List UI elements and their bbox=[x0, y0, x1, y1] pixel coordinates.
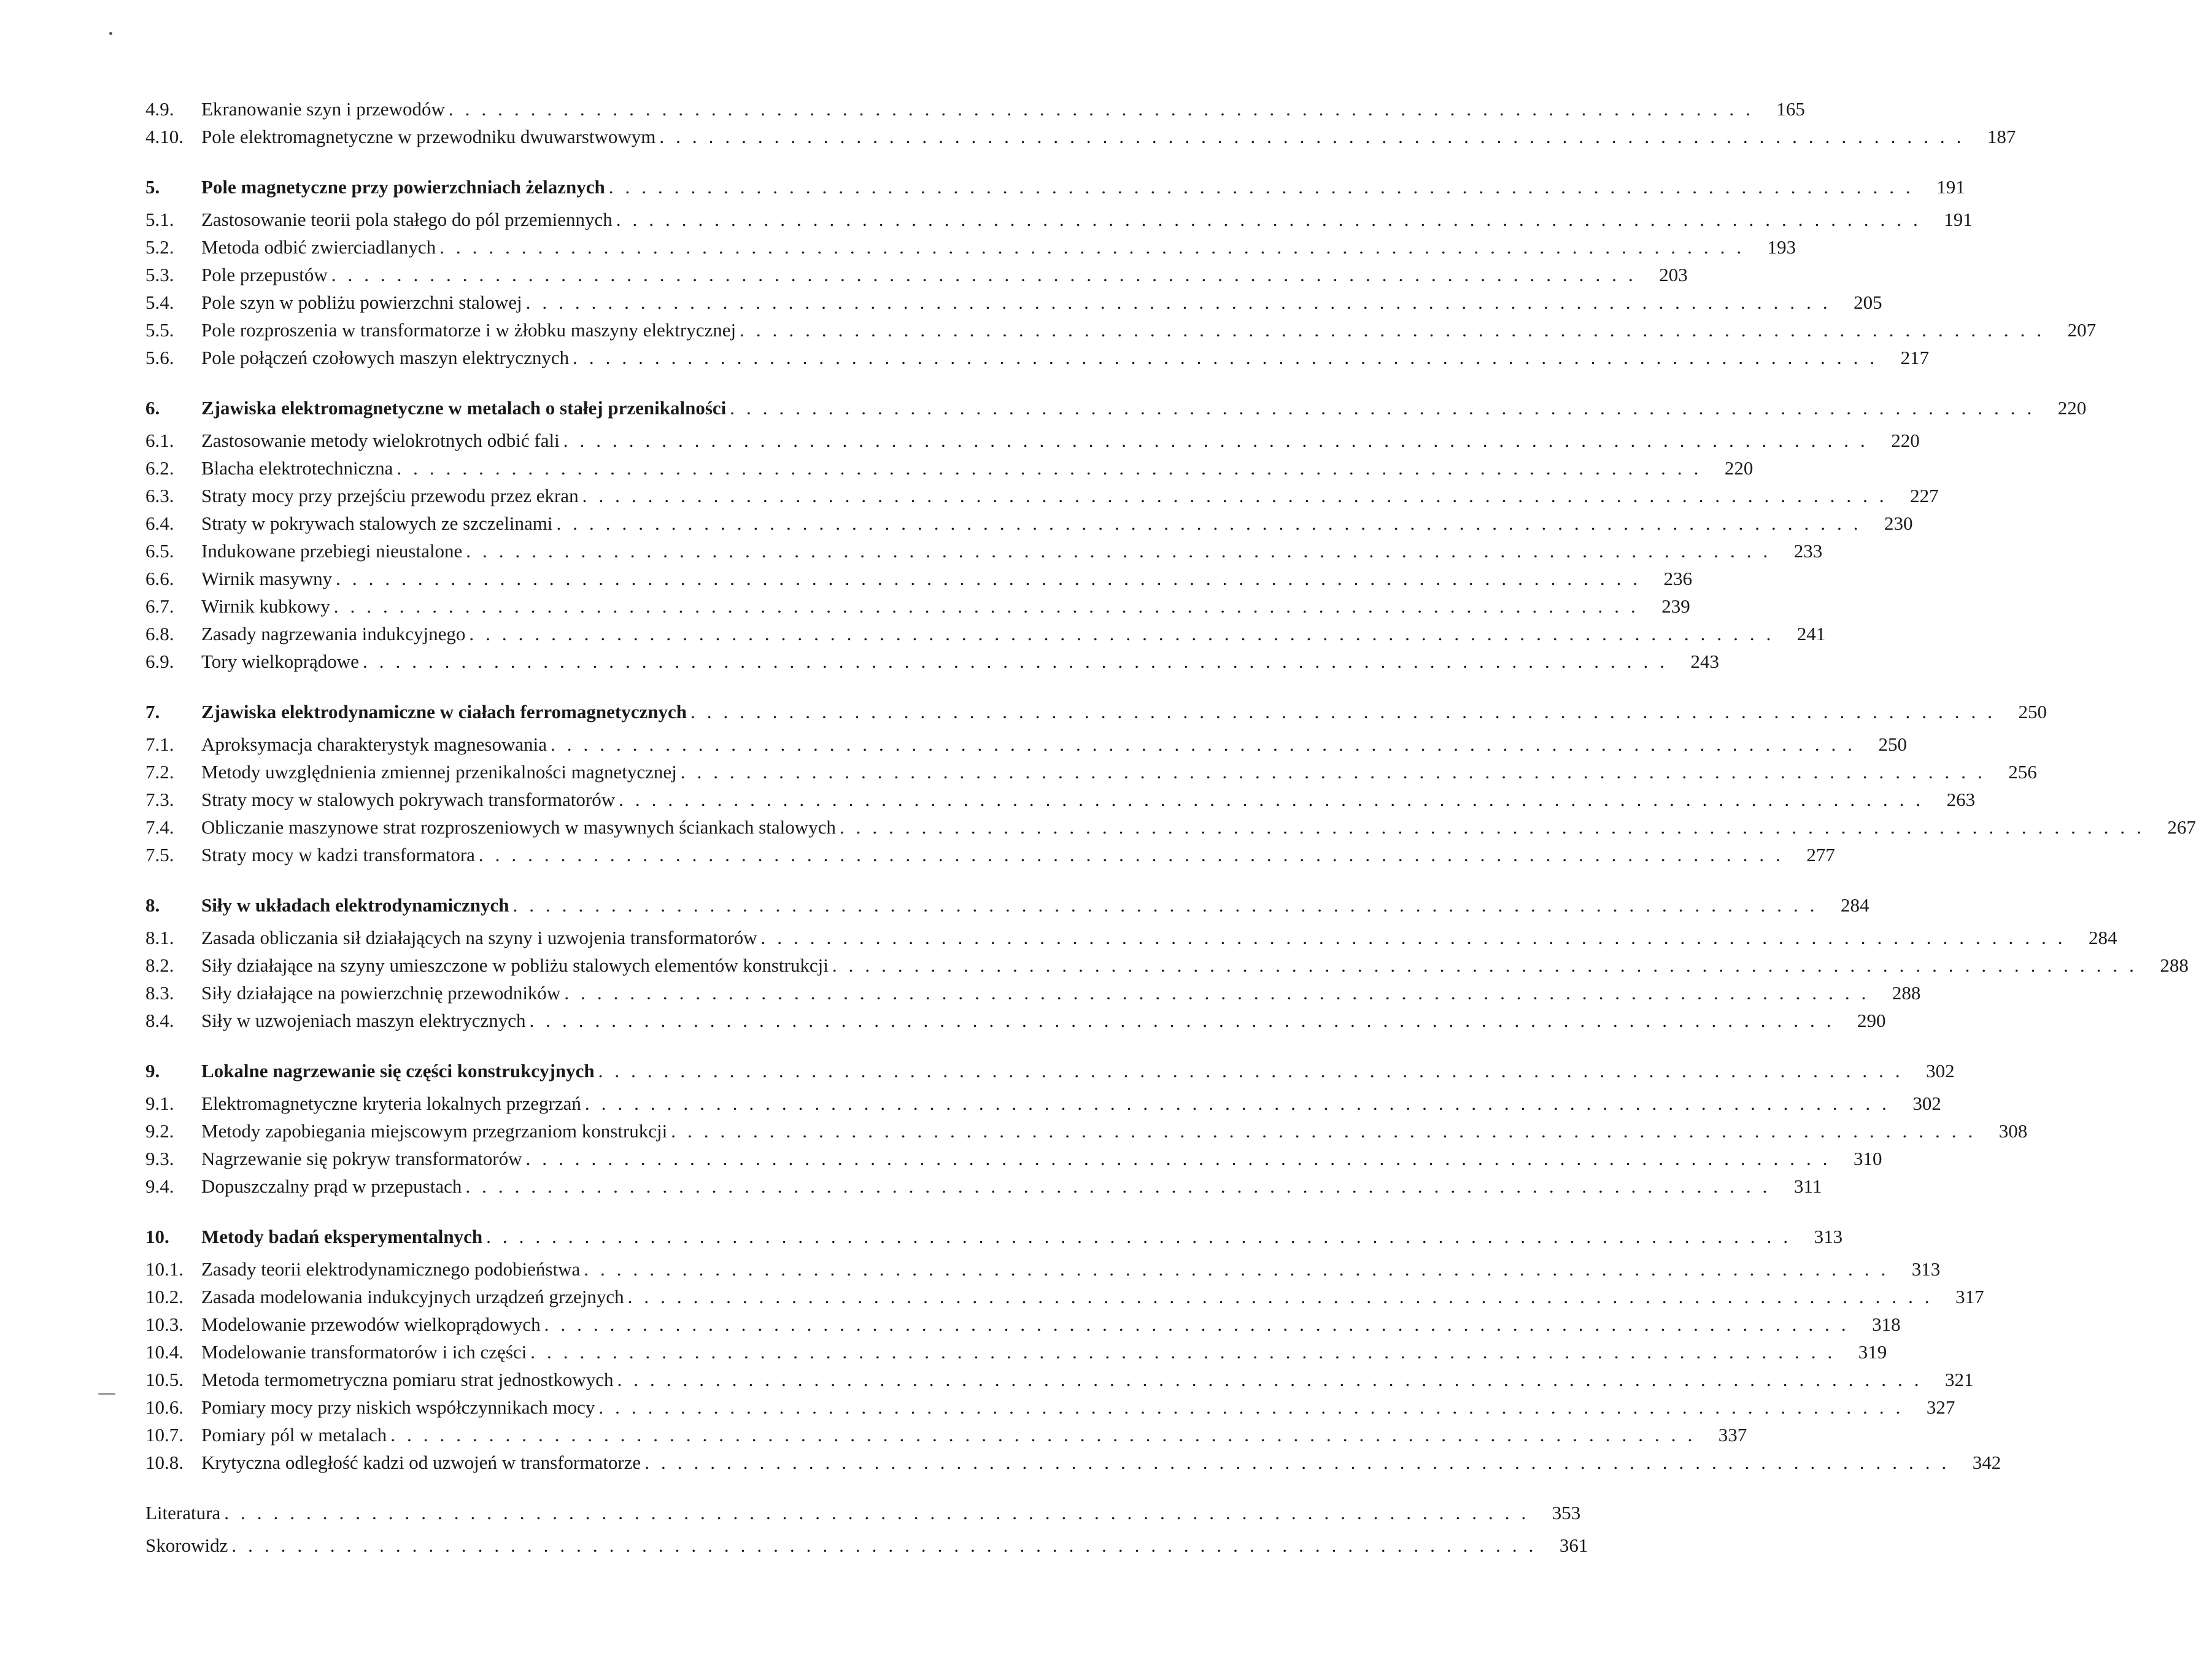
dot-leader: ................................................................................ bbox=[617, 1369, 1931, 1390]
entry-title: Aproksymacja charakterystyk magnesowania bbox=[201, 734, 547, 755]
entry-number: 6.1. bbox=[145, 430, 174, 451]
dot-leader: ................................................................................ bbox=[564, 982, 1878, 1004]
toc-entry bbox=[145, 206, 1973, 233]
dot-leader: ................................................................................ bbox=[563, 430, 1877, 451]
dot-leader: ................................................................................ bbox=[362, 651, 1676, 672]
toc-entry bbox=[145, 95, 1805, 123]
toc-entry bbox=[145, 565, 1693, 592]
entry-title: Zjawiska elektromagnetyczne w metalach o stałej przenikalności bbox=[201, 397, 727, 419]
entry-page-number: 302 bbox=[1926, 1060, 1955, 1082]
dot-leader: ................................................................................ bbox=[832, 954, 2146, 976]
toc-entry bbox=[145, 123, 2016, 150]
entry-page-number: 342 bbox=[1972, 1452, 2001, 1473]
entry-number: 8.1. bbox=[145, 927, 174, 948]
entry-page-number: 308 bbox=[1998, 1120, 2028, 1142]
toc-entry bbox=[145, 841, 1835, 869]
entry-title: Pole elektromagnetyczne w przewodniku dwuwarstwowym bbox=[201, 126, 656, 147]
entry-title: Metoda termometryczna pomiaru strat jednostkowych bbox=[201, 1369, 614, 1390]
entry-number: 7.2. bbox=[145, 761, 174, 783]
entry-page-number: 284 bbox=[1841, 894, 1869, 916]
entry-number: 6.4. bbox=[145, 513, 174, 534]
entry-page-number: 313 bbox=[1911, 1258, 1941, 1280]
entry-title: Zasady nagrzewania indukcyjnego bbox=[201, 623, 466, 645]
entry-page-number: 227 bbox=[1910, 485, 1939, 506]
entry-title: Siły w uzwojeniach maszyn elektrycznych bbox=[201, 1010, 526, 1031]
dot-leader: ................................................................................ bbox=[573, 347, 1887, 368]
entry-title: Krytyczna odległość kadzi od uzwojeń w transformatorze bbox=[201, 1452, 641, 1473]
entry-page-number: 327 bbox=[1926, 1396, 1955, 1418]
toc-entry bbox=[145, 1393, 1955, 1421]
entry-page-number: 239 bbox=[1661, 595, 1690, 617]
entry-title: Zastosowanie metody wielokrotnych odbić fali bbox=[201, 430, 560, 451]
entry-number: 10.1. bbox=[145, 1258, 184, 1280]
entry-title: Metody badań eksperymentalnych bbox=[201, 1226, 483, 1247]
entry-title: Zastosowanie teorii pola stałego do pól przemiennych bbox=[201, 209, 613, 230]
entry-page-number: 284 bbox=[2089, 927, 2117, 948]
entry-page-number: 361 bbox=[1559, 1535, 1588, 1556]
entry-page-number: 267 bbox=[2167, 816, 2196, 838]
entry-page-number: 203 bbox=[1659, 264, 1688, 285]
entry-number: 6.8. bbox=[145, 623, 174, 645]
entry-page-number: 288 bbox=[1892, 982, 1921, 1004]
entry-title: Tory wielkoprądowe bbox=[201, 651, 359, 672]
entry-page-number: 277 bbox=[1806, 844, 1835, 865]
dot-leader: ................................................................................ bbox=[529, 1010, 1843, 1031]
entry-title: Pomiary pól w metalach bbox=[201, 1424, 387, 1446]
entry-number: 6.5. bbox=[145, 540, 174, 562]
dot-leader: ................................................................................ bbox=[740, 319, 2054, 341]
entry-number: 6. bbox=[145, 397, 160, 419]
toc-entry bbox=[145, 1090, 1941, 1117]
dot-leader: ................................................................................ bbox=[448, 98, 1762, 120]
dot-leader: ................................................................................ bbox=[530, 1341, 1844, 1363]
entry-number: 6.2. bbox=[145, 457, 174, 479]
toc-entry bbox=[145, 1338, 1887, 1366]
entry-page-number: 217 bbox=[1900, 347, 1930, 368]
entry-number: 10.4. bbox=[145, 1341, 184, 1363]
entry-page-number: 310 bbox=[1854, 1148, 1882, 1169]
dot-leader: ................................................................................ bbox=[396, 457, 1711, 479]
entry-number: 5.4. bbox=[145, 292, 174, 313]
toc-entry bbox=[145, 1421, 1747, 1449]
toc-entry bbox=[145, 648, 1719, 675]
entry-title: Nagrzewanie się pokryw transformatorów bbox=[201, 1148, 522, 1169]
entry-page-number: 193 bbox=[1767, 236, 1796, 258]
entry-number: 10.7. bbox=[145, 1424, 184, 1446]
entry-number: 6.7. bbox=[145, 595, 174, 617]
entry-page-number: 241 bbox=[1796, 623, 1826, 645]
dot-leader: ................................................................................ bbox=[525, 1148, 1839, 1169]
entry-number: 7. bbox=[145, 701, 160, 722]
entry-number: 8.4. bbox=[145, 1010, 174, 1031]
entry-page-number: 302 bbox=[1912, 1093, 1941, 1114]
toc-entry bbox=[145, 1117, 2028, 1145]
entry-title: Metoda odbić zwierciadlanych bbox=[201, 236, 436, 258]
entry-number: 7.3. bbox=[145, 789, 174, 810]
entry-title: Literatura bbox=[145, 1502, 221, 1523]
toc-chapter-entry bbox=[145, 394, 2087, 422]
dot-leader: ................................................................................ bbox=[544, 1314, 1858, 1335]
dot-leader: ................................................................................ bbox=[486, 1226, 1800, 1247]
entry-number: 7.4. bbox=[145, 816, 174, 838]
entry-page-number: 288 bbox=[2160, 954, 2189, 976]
entry-number: 6.9. bbox=[145, 651, 174, 672]
entry-title: Elektromagnetyczne kryteria lokalnych przegrzań bbox=[201, 1093, 581, 1114]
entry-title: Zjawiska elektrodynamiczne w ciałach ferromagnetycznych bbox=[201, 701, 687, 722]
entry-page-number: 220 bbox=[2057, 397, 2087, 419]
dot-leader: ................................................................................ bbox=[512, 894, 1827, 916]
dot-leader: ................................................................................ bbox=[619, 789, 1933, 810]
entry-page-number: 243 bbox=[1690, 651, 1719, 672]
entry-page-number: 220 bbox=[1724, 457, 1753, 479]
entry-title: Straty mocy przy przejściu przewodu przez ekran bbox=[201, 485, 579, 506]
toc-entry bbox=[145, 482, 1939, 509]
toc-chapter-entry bbox=[145, 1223, 1843, 1250]
entry-title: Modelowanie przewodów wielkoprądowych bbox=[201, 1314, 541, 1335]
toc-entry bbox=[145, 730, 1907, 758]
toc-entry bbox=[145, 1449, 2001, 1476]
entry-title: Siły działające na szyny umieszczone w pobliżu stalowych elementów konstrukcji bbox=[201, 954, 829, 976]
entry-page-number: 205 bbox=[1854, 292, 1882, 313]
entry-title: Wirnik masywny bbox=[201, 568, 333, 589]
dot-leader: ................................................................................ bbox=[231, 1535, 1545, 1556]
dot-leader: ................................................................................ bbox=[608, 176, 1922, 198]
entry-page-number: 337 bbox=[1718, 1424, 1747, 1446]
entry-number: 6.6. bbox=[145, 568, 174, 589]
entry-title: Skorowidz bbox=[145, 1535, 228, 1556]
toc-entry bbox=[145, 1499, 1581, 1527]
dot-leader: ................................................................................ bbox=[469, 623, 1783, 645]
entry-title: Pole przepustów bbox=[201, 264, 328, 285]
entry-title: Metody zapobiegania miejscowym przegrzaniom konstrukcji bbox=[201, 1120, 668, 1142]
entry-page-number: 250 bbox=[2018, 701, 2047, 722]
toc-entry bbox=[145, 454, 1753, 482]
dot-leader: ................................................................................ bbox=[730, 397, 2044, 419]
entry-number: 5. bbox=[145, 176, 160, 198]
dot-leader: ................................................................................ bbox=[550, 734, 1864, 755]
dot-leader: ................................................................................ bbox=[644, 1452, 1958, 1473]
dot-leader: ................................................................................ bbox=[627, 1286, 1941, 1307]
toc-entry bbox=[145, 537, 1823, 565]
dot-leader: ................................................................................ bbox=[659, 126, 1973, 147]
dot-leader: ................................................................................ bbox=[616, 209, 1930, 230]
toc-chapter-entry bbox=[145, 698, 2047, 726]
dot-leader: ................................................................................ bbox=[690, 701, 2004, 722]
entry-title: Zasady teorii elektrodynamicznego podobieństwa bbox=[201, 1258, 581, 1280]
entry-number: 5.3. bbox=[145, 264, 174, 285]
toc-entry bbox=[145, 509, 1913, 537]
entry-title: Pole szyn w pobliżu powierzchni stalowej bbox=[201, 292, 522, 313]
toc-entry bbox=[145, 1531, 1588, 1559]
entry-page-number: 233 bbox=[1793, 540, 1823, 562]
dot-leader: ................................................................................ bbox=[466, 540, 1780, 562]
toc-entry bbox=[145, 620, 1826, 648]
dot-leader: ................................................................................ bbox=[598, 1060, 1912, 1082]
entry-title: Metody uwzględnienia zmiennej przenikalności magnetycznej bbox=[201, 761, 677, 783]
entry-number: 10.5. bbox=[145, 1369, 184, 1390]
toc-chapter-entry bbox=[145, 1057, 1955, 1085]
dot-leader: ................................................................................ bbox=[478, 844, 1792, 865]
dot-leader: ................................................................................ bbox=[584, 1258, 1898, 1280]
toc-chapter-entry bbox=[145, 891, 1869, 919]
toc-entry bbox=[145, 1007, 1886, 1034]
entry-number: 10.6. bbox=[145, 1396, 184, 1418]
entry-number: 5.6. bbox=[145, 347, 174, 368]
entry-title: Wirnik kubkowy bbox=[201, 595, 330, 617]
entry-title: Obliczanie maszynowe strat rozproszeniowych w masywnych ściankach stalowych bbox=[201, 816, 836, 838]
entry-page-number: 256 bbox=[2008, 761, 2037, 783]
entry-number: 4.10. bbox=[145, 126, 184, 147]
scan-mark bbox=[98, 1393, 115, 1395]
dot-leader: ................................................................................ bbox=[390, 1424, 1704, 1446]
entry-title: Indukowane przebiegi nieustalone bbox=[201, 540, 463, 562]
entry-number: 7.5. bbox=[145, 844, 174, 865]
entry-title: Zasada obliczania sił działających na szyny i uzwojenia transformatorów bbox=[201, 927, 757, 948]
entry-page-number: 317 bbox=[1955, 1286, 1984, 1307]
entry-number: 9.2. bbox=[145, 1120, 174, 1142]
dot-leader: ................................................................................ bbox=[584, 1093, 1898, 1114]
dot-leader: ................................................................................ bbox=[465, 1175, 1779, 1197]
toc-entry bbox=[145, 261, 1688, 288]
entry-title: Dopuszczalny prąd w przepustach bbox=[201, 1175, 462, 1197]
entry-page-number: 207 bbox=[2067, 319, 2097, 341]
toc-entry bbox=[145, 316, 2097, 344]
dot-leader: ................................................................................ bbox=[224, 1502, 1538, 1523]
toc-entry bbox=[145, 344, 1930, 371]
entry-title: Straty mocy w kadzi transformatora bbox=[201, 844, 475, 865]
entry-title: Zasada modelowania indukcyjnych urządzeń grzejnych bbox=[201, 1286, 624, 1307]
entry-number: 8. bbox=[145, 894, 160, 916]
toc-entry bbox=[145, 813, 2196, 841]
entry-page-number: 263 bbox=[1946, 789, 1976, 810]
entry-title: Pole rozproszenia w transformatorze i w żłobku maszyny elektrycznej bbox=[201, 319, 737, 341]
dot-leader: ................................................................................ bbox=[671, 1120, 1985, 1142]
toc-entry bbox=[145, 1255, 1941, 1283]
entry-number: 10.8. bbox=[145, 1452, 184, 1473]
entry-number: 9.1. bbox=[145, 1093, 174, 1114]
entry-page-number: 191 bbox=[1936, 176, 1965, 198]
toc-entry bbox=[145, 233, 1796, 261]
entry-number: 9.4. bbox=[145, 1175, 174, 1197]
entry-title: Straty mocy w stalowych pokrywach transformatorów bbox=[201, 789, 616, 810]
entry-title: Siły działające na powierzchnię przewodników bbox=[201, 982, 561, 1004]
dot-leader: ................................................................................ bbox=[525, 292, 1839, 313]
entry-number: 5.1. bbox=[145, 209, 174, 230]
entry-number: 10.2. bbox=[145, 1286, 184, 1307]
toc-entry bbox=[145, 979, 1921, 1007]
entry-title: Modelowanie transformatorów i ich części bbox=[201, 1341, 527, 1363]
dot-leader: ................................................................................ bbox=[760, 927, 2074, 948]
entry-page-number: 319 bbox=[1858, 1341, 1887, 1363]
entry-number: 10. bbox=[145, 1226, 169, 1247]
entry-page-number: 311 bbox=[1794, 1175, 1822, 1197]
dot-leader: ................................................................................ bbox=[582, 485, 1896, 506]
entry-page-number: 191 bbox=[1944, 209, 1973, 230]
toc-entry bbox=[145, 1283, 1984, 1310]
entry-number: 8.3. bbox=[145, 982, 174, 1004]
toc-entry bbox=[145, 592, 1690, 620]
scan-speck bbox=[109, 32, 112, 35]
entry-page-number: 250 bbox=[1878, 734, 1907, 755]
dot-leader: ................................................................................ bbox=[333, 595, 1647, 617]
toc-entry bbox=[145, 427, 1920, 454]
entry-number: 5.2. bbox=[145, 236, 174, 258]
dot-leader: ................................................................................ bbox=[556, 513, 1870, 534]
entry-page-number: 313 bbox=[1814, 1226, 1843, 1247]
toc-entry bbox=[145, 951, 2189, 979]
toc-entry bbox=[145, 924, 2117, 951]
dot-leader: ................................................................................ bbox=[336, 568, 1650, 589]
toc-entry bbox=[145, 1145, 1882, 1172]
entry-page-number: 187 bbox=[1987, 126, 2016, 147]
entry-title: Ekranowanie szyn i przewodów bbox=[201, 98, 445, 120]
dot-leader: ................................................................................ bbox=[331, 264, 1645, 285]
toc-entry bbox=[145, 288, 1882, 316]
toc-entry bbox=[145, 786, 1976, 813]
entry-page-number: 290 bbox=[1857, 1010, 1886, 1031]
toc-entry bbox=[145, 1310, 1901, 1338]
entry-number: 10.3. bbox=[145, 1314, 184, 1335]
dot-leader: ................................................................................ bbox=[839, 816, 2153, 838]
dot-leader: ................................................................................ bbox=[680, 761, 1994, 783]
entry-title: Siły w układach elektrodynamicznych bbox=[201, 894, 509, 916]
entry-page-number: 321 bbox=[1944, 1369, 1974, 1390]
entry-title: Pole magnetyczne przy powierzchniach żelaznych bbox=[201, 176, 605, 198]
toc-entry bbox=[145, 1366, 1974, 1393]
entry-title: Pomiary mocy przy niskich współczynnikach mocy bbox=[201, 1396, 595, 1418]
table-of-contents bbox=[145, 95, 2196, 1559]
entry-page-number: 236 bbox=[1663, 568, 1693, 589]
entry-number: 4.9. bbox=[145, 98, 174, 120]
toc-entry bbox=[145, 1172, 1822, 1200]
dot-leader: ................................................................................ bbox=[598, 1396, 1912, 1418]
entry-title: Lokalne nagrzewanie się części konstrukcyjnych bbox=[201, 1060, 595, 1082]
entry-title: Pole połączeń czołowych maszyn elektrycznych bbox=[201, 347, 570, 368]
entry-number: 6.3. bbox=[145, 485, 174, 506]
toc-chapter-entry bbox=[145, 173, 1965, 201]
entry-page-number: 230 bbox=[1884, 513, 1913, 534]
entry-number: 9.3. bbox=[145, 1148, 174, 1169]
entry-page-number: 165 bbox=[1776, 98, 1805, 120]
entry-number: 7.1. bbox=[145, 734, 174, 755]
entry-number: 5.5. bbox=[145, 319, 174, 341]
entry-page-number: 353 bbox=[1552, 1502, 1581, 1523]
entry-page-number: 318 bbox=[1872, 1314, 1901, 1335]
toc-entry bbox=[145, 758, 2037, 786]
entry-title: Blacha elektrotechniczna bbox=[201, 457, 393, 479]
entry-number: 8.2. bbox=[145, 954, 174, 976]
entry-number: 9. bbox=[145, 1060, 160, 1082]
entry-title: Straty w pokrywach stalowych ze szczelinami bbox=[201, 513, 553, 534]
entry-page-number: 220 bbox=[1891, 430, 1920, 451]
dot-leader: ................................................................................ bbox=[439, 236, 1753, 258]
